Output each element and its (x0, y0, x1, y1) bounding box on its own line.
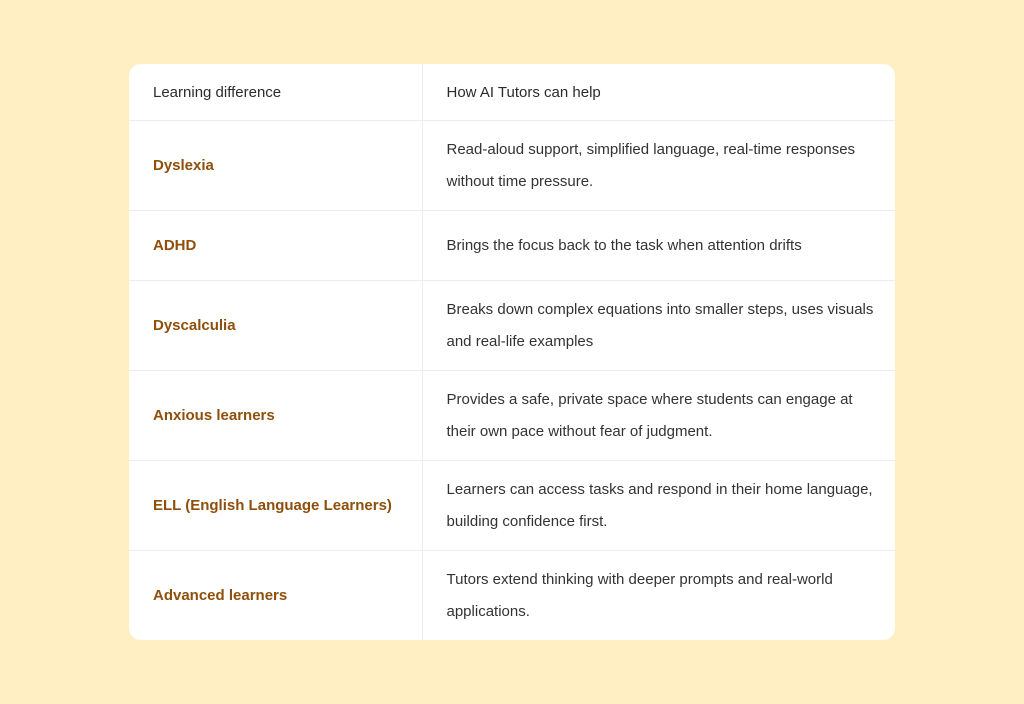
learning-differences-card (129, 64, 895, 640)
difference-cell: ELL (English Language Learners) (129, 461, 422, 551)
help-cell: Breaks down complex equations into smaller steps, uses visuals and real-life examples (422, 281, 895, 371)
table-row (129, 281, 895, 371)
difference-cell: Advanced learners (129, 551, 422, 641)
help-cell: Brings the focus back to the task when attention drifts (422, 211, 895, 281)
table-row (129, 551, 895, 641)
difference-cell: Dyscalculia (129, 281, 422, 371)
help-cell: Tutors extend thinking with deeper prompts and real-world applications. (446, 570, 833, 620)
difference-cell: Dyslexia (129, 121, 422, 211)
help-cell: Provides a safe, private space where students can engage at their own pace without fear of judgment. (422, 371, 895, 461)
difference-cell: Anxious learners (129, 371, 422, 461)
table-header-row (129, 64, 895, 121)
difference-cell: ADHD (129, 211, 422, 281)
table-row (129, 461, 895, 551)
help-cell: Learners can access tasks and respond in their home language, building confidence first. (422, 461, 895, 551)
header-how-ai-tutors-help: How AI Tutors can help (422, 64, 895, 121)
table-row (129, 121, 895, 211)
table-row (129, 371, 895, 461)
header-learning-difference: Learning difference (129, 64, 422, 121)
learning-differences-table (129, 64, 895, 640)
table-row (129, 211, 895, 281)
help-cell: Read-aloud support, simplified language, real-time responses without time pressure. (422, 121, 895, 211)
